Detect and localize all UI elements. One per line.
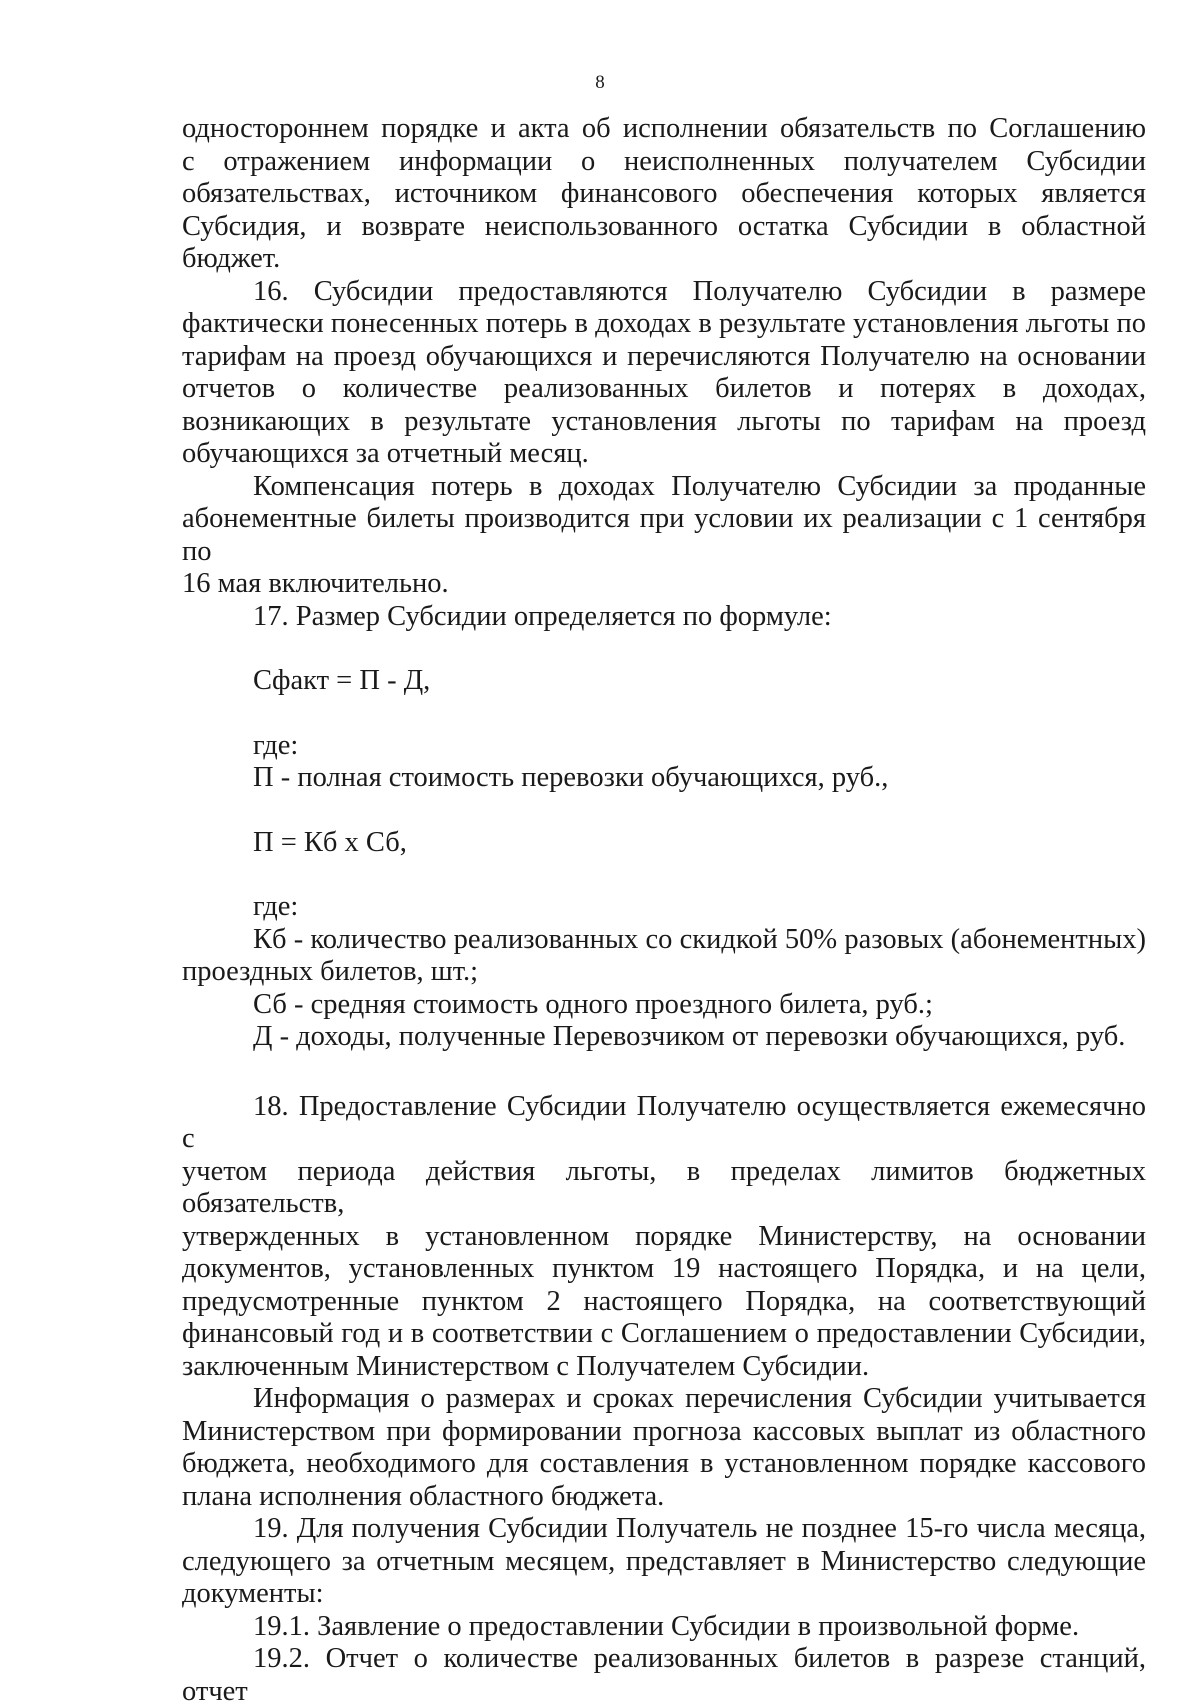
- text-line: с отражением информации о неисполненных получателем Субсидии: [182, 145, 1146, 177]
- text-line: 16. Субсидии предоставляются Получателю Субсидии в размере: [253, 275, 1146, 307]
- text-line: учетом периода действия льготы, в пределах лимитов бюджетных обязательств,: [182, 1155, 1146, 1219]
- definition-sb: Сб - средняя стоимость одного проездного билета, руб.;: [253, 988, 933, 1020]
- formula-subsidy: Сфакт = П - Д,: [253, 665, 431, 696]
- text-line: 19. Для получения Субсидии Получатель не позднее 15-го числа месяца,: [253, 1513, 1146, 1544]
- text-line: Компенсация потерь в доходах Получателю Субсидии за проданные: [253, 470, 1146, 502]
- where-label: где:: [253, 729, 299, 761]
- text-line: обязательствах, источником финансового обеспечения которых является: [182, 178, 1146, 209]
- paragraph-16: [182, 276, 1146, 471]
- paragraph-19-1: 19.1. Заявление о предоставлении Субсидии в произвольной форме.: [253, 1610, 1080, 1642]
- paragraph-17: 17. Размер Субсидии определяется по формуле:: [253, 600, 832, 632]
- text-line: возникающих в результате установления льготы по тарифам на проезд: [182, 405, 1146, 437]
- text-line: предусмотренные пунктом 2 настоящего Порядка, на соответствующий: [182, 1285, 1146, 1317]
- text-line: финансовый год и в соответствии с Соглашением о предоставлении Субсидии,: [182, 1318, 1146, 1349]
- text-line: утвержденных в установленном порядке Министерству, на основании: [182, 1220, 1146, 1252]
- text-line: одностороннем порядке и акта об исполнении обязательств по Соглашению: [182, 113, 1146, 144]
- text-line: заключенным Министерством с Получателем Субсидии.: [182, 1350, 870, 1382]
- text-line: тарифам на проезд обучающихся и перечисляются Получателю на основании: [182, 340, 1146, 372]
- text-line: проездных билетов, шт.;: [182, 956, 479, 987]
- text-line: бюджет.: [182, 243, 281, 274]
- paragraph-19-2: 19.2. Отчет о количестве реализованных билетов в разрезе станций, отчет: [182, 1643, 1146, 1707]
- text-line: бюджета, необходимого для составления в установленном порядке кассового: [182, 1448, 1146, 1479]
- definition-p: П - полная стоимость перевозки обучающихся, руб.,: [253, 762, 889, 793]
- formula-full-cost: П = Кб х Сб,: [253, 826, 407, 858]
- text-line: Субсидия, и возврате неиспользованного остатка Субсидии в областной: [182, 210, 1146, 242]
- definition-d: Д - доходы, полученные Перевозчиком от перевозки обучающихся, руб.: [253, 1021, 1126, 1052]
- text-line: документов, установленных пунктом 19 настоящего Порядка, и на цели,: [182, 1253, 1146, 1284]
- text-line: 18. Предоставление Субсидии Получателю осуществляется ежемесячно с: [182, 1090, 1146, 1154]
- paragraph-16-compensation: [182, 471, 1146, 601]
- paragraph-18-information: [182, 1383, 1146, 1513]
- text-line: обучающихся за отчетный месяц.: [182, 438, 589, 469]
- paragraph-19: [182, 1513, 1146, 1611]
- text-line: плана исполнения областного бюджета.: [182, 1480, 665, 1512]
- document-body: [182, 113, 1146, 1708]
- text-line: следующего за отчетным месяцем, представляет в Министерство следующие: [182, 1545, 1146, 1577]
- where-label: где:: [253, 891, 299, 922]
- text-line: 16 мая включительно.: [182, 568, 449, 599]
- definition-kb: [182, 924, 1146, 989]
- paragraph-18: [182, 1091, 1146, 1384]
- paragraph-intro: [182, 113, 1146, 276]
- text-line: фактически понесенных потерь в доходах в результате установления льготы по: [182, 308, 1146, 339]
- text-line: Кб - количество реализованных со скидкой 50% разовых (абонементных): [253, 923, 1146, 955]
- text-line: документы:: [182, 1578, 324, 1609]
- text-line: абонементные билеты производится при условии их реализации с 1 сентября по: [182, 503, 1146, 567]
- text-line: отчетов о количестве реализованных билетов и потерях в доходах,: [182, 373, 1146, 404]
- text-line: Информация о размерах и сроках перечисления Субсидии учитывается: [253, 1383, 1146, 1414]
- page-number: 8: [595, 72, 605, 93]
- text-line: Министерством при формировании прогноза кассовых выплат из областного: [182, 1415, 1146, 1447]
